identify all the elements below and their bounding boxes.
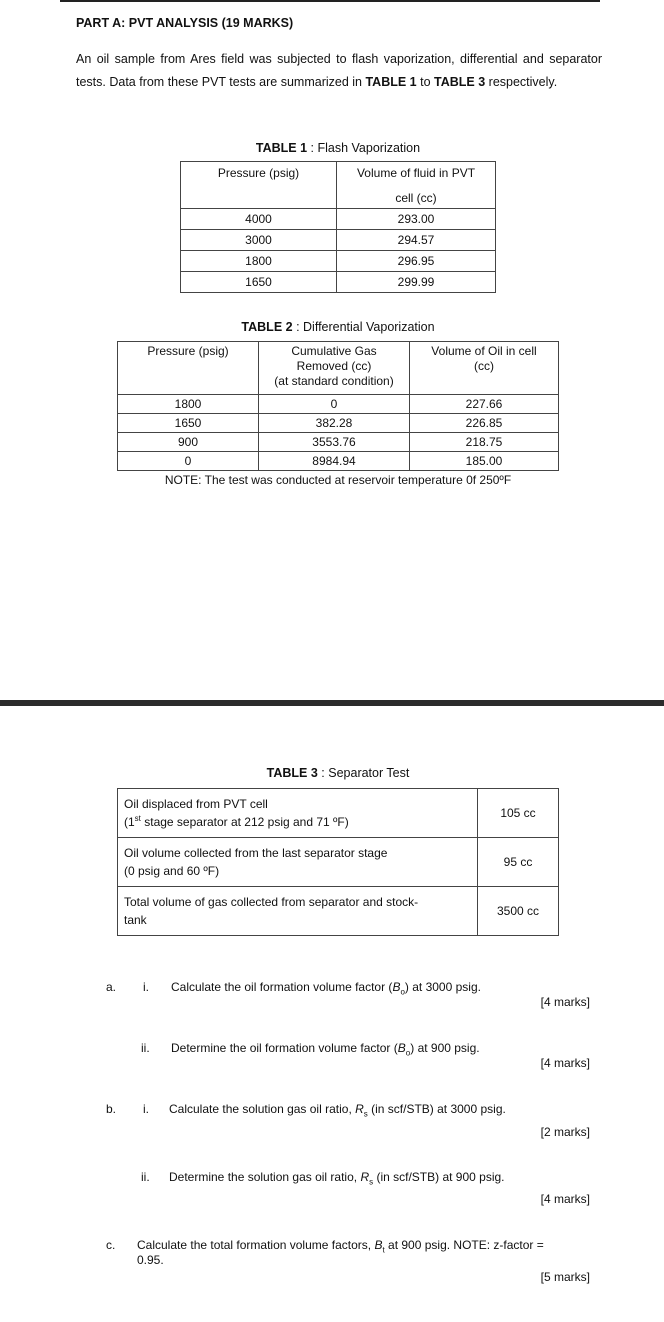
question-a-ii-number: ii. [141,1041,150,1055]
table2-header-pressure-text: Pressure (psig) [147,344,229,358]
table-row [118,395,559,414]
table3-desc-line2-end: stage separator at 212 psig and 71 ºF) [140,815,349,829]
question-text-end: ) at 900 psig. [410,1041,480,1055]
table3-value: 3500 cc [478,887,559,936]
table2-cell: 218.75 [410,433,559,452]
question-text: Calculate the total formation volume factors, [137,1238,375,1252]
table1-caption [180,141,496,155]
table3-description [118,887,478,936]
question-b-i-marks: [2 marks] [540,1125,590,1139]
question-text-end: ) at 3000 psig. [404,980,481,994]
question-text-end: at 900 psig. NOTE: z-factor = [384,1238,544,1252]
table2-header-oil-l2: (cc) [474,359,494,373]
table1-caption-label: TABLE 1 [255,141,308,155]
symbol-subscript: o [405,1048,411,1058]
question-a-label: a. [106,980,117,994]
table3-description [118,838,478,887]
table-row [118,789,559,838]
question-a-ii-marks: [4 marks] [540,1056,590,1070]
symbol-subscript: t [382,1245,385,1255]
symbol: B [397,1041,406,1055]
symbol: B [392,980,401,994]
table2-differential-vaporization [117,341,559,471]
table2-cell: 8984.94 [259,452,410,471]
table2-caption [117,320,559,334]
table3-desc-line1: Oil displaced from PVT cell [124,797,268,811]
table3-desc-line2: (1 [124,815,135,829]
table2-cell: 1800 [118,395,259,414]
question-text: Calculate the solution gas oil ratio, [169,1102,356,1116]
question-text-end: (in scf/STB) at 3000 psig. [367,1102,506,1116]
table2-header-gas-l1: Cumulative Gas [291,344,377,358]
page-divider [0,700,664,706]
table2-header-oil [410,342,559,395]
question-a-i-number: i. [143,980,149,994]
question-text-end-line2: 0.95. [137,1253,164,1267]
table2-caption-text: : Differential Vaporization [292,320,435,334]
table-row [118,452,559,471]
symbol-subscript: o [400,987,405,997]
table2-cell: 0 [118,452,259,471]
table2-cell: 382.28 [259,414,410,433]
question-b-ii-marks: [4 marks] [540,1192,590,1206]
table1-header-pressure: Pressure (psig) [181,162,337,209]
table2-cell: 0 [259,395,410,414]
table3-desc-sup: st [134,814,141,823]
table3-caption-label: TABLE 3 [266,766,318,780]
table2-header-gas [259,342,410,395]
table-row [118,433,559,452]
table1-flash-vaporization [180,161,496,293]
section-heading: PART A: PVT ANALYSIS (19 MARKS) [76,16,294,30]
symbol: R [355,1102,364,1116]
table1-caption-text: : Flash Vaporization [307,141,421,155]
table2-cell: 227.66 [410,395,559,414]
question-b-ii-text [169,1170,505,1187]
table1-cell: 1800 [181,251,337,272]
intro-table1-ref: TABLE 1 [365,75,417,89]
table2-cell: 1650 [118,414,259,433]
table2-cell: 226.85 [410,414,559,433]
table3-description [118,789,478,838]
table-row [181,209,496,230]
table3-desc-line1: Oil volume collected from the last separator stage [124,846,388,860]
table1-cell: 296.95 [337,251,496,272]
question-a-i-text [171,980,481,997]
table1-cell: 3000 [181,230,337,251]
table3-desc-line1: Total volume of gas collected from separator and stock- [124,895,419,909]
table-row [118,838,559,887]
question-c-text [137,1238,597,1268]
question-c-marks: [5 marks] [540,1270,590,1284]
intro-text-end: respectively. [485,75,558,89]
top-rule [60,0,600,2]
table2-cell: 185.00 [410,452,559,471]
table3-desc-line2: (0 psig and 60 ºF) [124,864,220,878]
table-row [181,272,496,293]
question-b-label: b. [106,1102,117,1116]
table2-cell: 3553.76 [259,433,410,452]
table3-separator-test [117,788,559,936]
question-b-ii-number: ii. [141,1170,150,1184]
table2-header-pressure [118,342,259,395]
intro-text: An oil sample from Ares field was subjected to flash vaporization, differential and separator tests. Data from these PVT tests are summarized in [76,52,602,89]
symbol: B [374,1238,383,1252]
table2-header-gas-l2: Removed (cc) [296,359,372,373]
table-row [181,251,496,272]
table-row [118,414,559,433]
table3-desc-line2: tank [124,913,147,927]
table1-cell: 294.57 [337,230,496,251]
symbol-subscript: s [369,1177,374,1187]
question-a-i-marks: [4 marks] [540,995,590,1009]
table-row [181,230,496,251]
table3-caption [117,766,559,780]
table1-header-volume: Volume of fluid in PVT [337,162,496,189]
table1-cell: 1650 [181,272,337,293]
symbol-subscript: s [363,1109,368,1119]
table2-header-oil-l1: Volume of Oil in cell [431,344,537,358]
table1-cell: 4000 [181,209,337,230]
symbol: R [360,1170,370,1184]
intro-paragraph [76,48,602,94]
question-text-end: (in scf/STB) at 900 psig. [373,1170,505,1184]
question-text: Determine the oil formation volume factor ( [171,1041,398,1055]
question-c-label: c. [106,1238,116,1252]
table-row [118,887,559,936]
question-text: Calculate the oil formation volume factor ( [171,980,393,994]
table3-value: 105 cc [478,789,559,838]
table2-cell: 900 [118,433,259,452]
question-text: Determine the solution gas oil ratio, [169,1170,361,1184]
table2-caption-label: TABLE 2 [241,320,293,334]
table2-note: NOTE: The test was conducted at reservoir temperature 0f 250ºF [164,473,512,487]
intro-text-mid: to [416,75,435,89]
table3-caption-text: : Separator Test [317,766,410,780]
question-b-i-text [169,1102,506,1119]
table2-header-gas-l3: (at standard condition) [274,374,394,388]
table1-header-volume-cont: cell (cc) [337,188,496,209]
table1-cell: 299.99 [337,272,496,293]
question-a-ii-text [171,1041,480,1058]
intro-table3-ref: TABLE 3 [434,75,486,89]
table3-value: 95 cc [478,838,559,887]
table1-cell: 293.00 [337,209,496,230]
question-b-i-number: i. [143,1102,149,1116]
